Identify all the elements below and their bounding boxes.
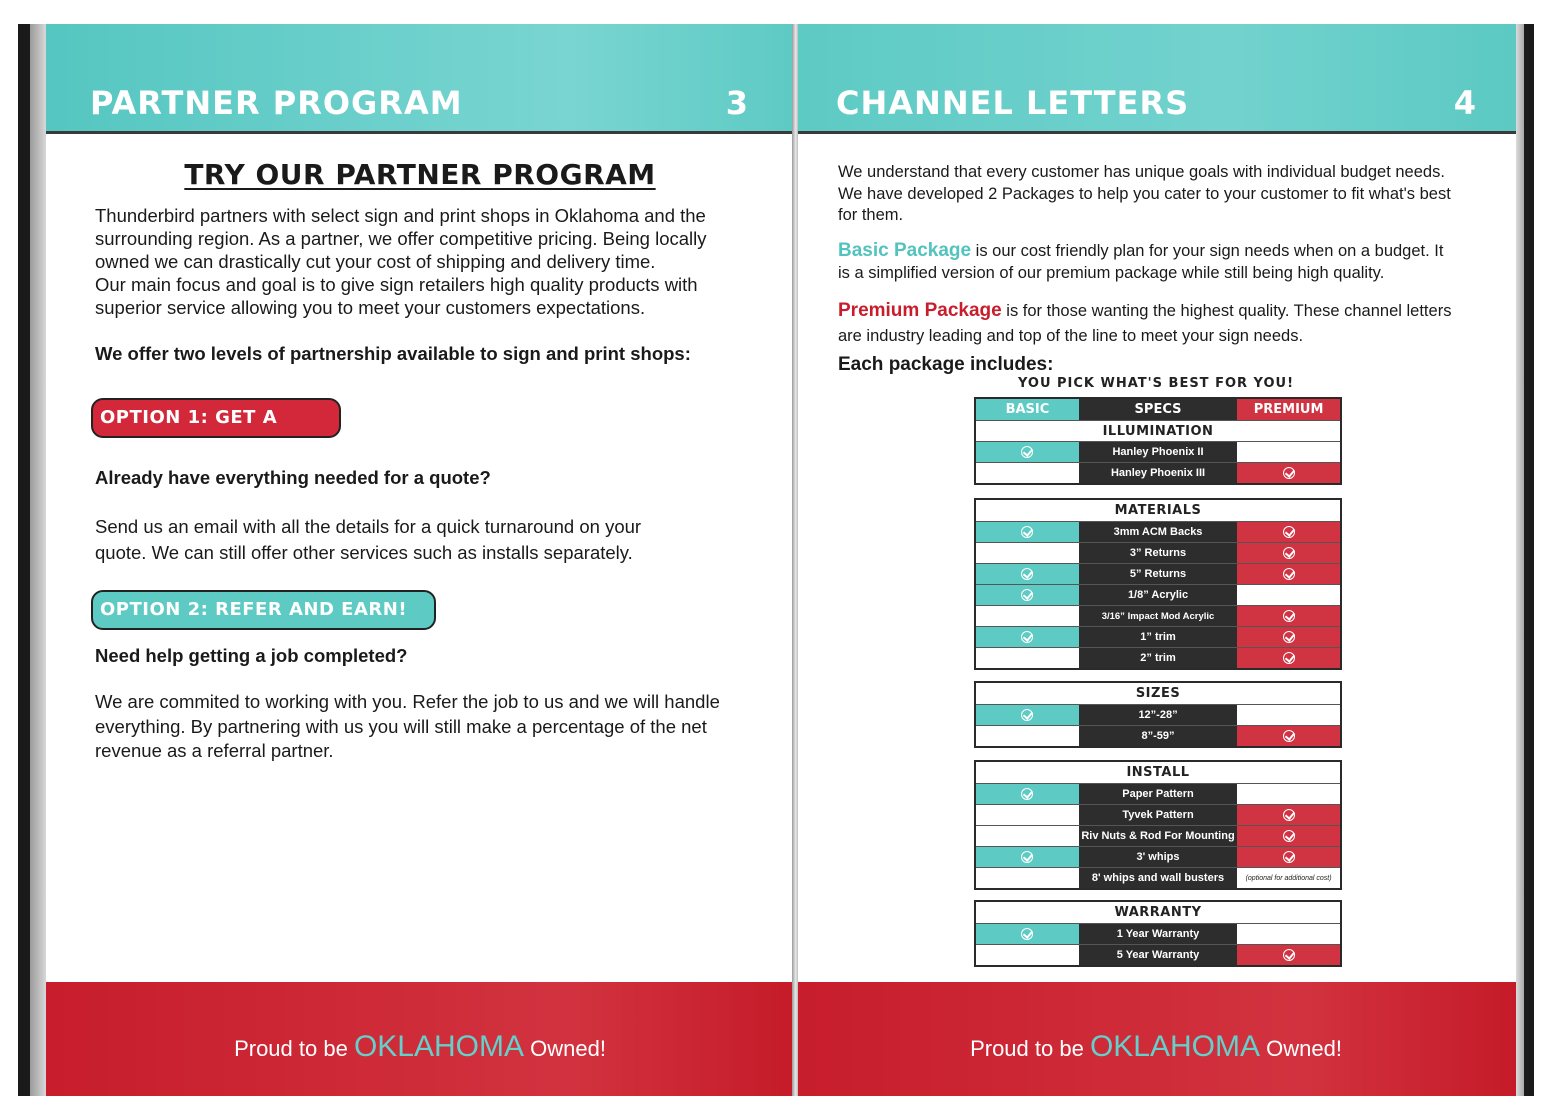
spec-cell: 3” Returns bbox=[1079, 543, 1237, 563]
table-row bbox=[976, 846, 1340, 867]
table-header-row bbox=[976, 399, 1340, 420]
basic-package-name: Basic Package bbox=[838, 240, 972, 261]
table-row bbox=[976, 521, 1340, 542]
table-row bbox=[976, 605, 1340, 626]
spec-cell: 5 Year Warranty bbox=[1079, 945, 1237, 965]
intro-line: We have developed 2 Packages to help you cater to your customer to fit what's best bbox=[838, 184, 1451, 203]
option1-paragraph bbox=[95, 514, 641, 566]
intro-line: We understand that every customer has unique goals with individual budget needs. bbox=[838, 163, 1445, 181]
premium-check-cell bbox=[1237, 543, 1340, 563]
section-title: ILLUMINATION bbox=[1102, 424, 1214, 439]
intro-line: superior service allowing you to meet your customers expectations. bbox=[95, 297, 646, 318]
table-row bbox=[976, 725, 1340, 746]
option2-line: revenue as a referral partner. bbox=[95, 740, 334, 761]
premium-check-cell bbox=[1237, 522, 1340, 542]
materials-table bbox=[974, 498, 1342, 670]
page-number: 4 bbox=[1453, 84, 1476, 122]
optional-note: (optional for additional cost) bbox=[1245, 874, 1332, 882]
illumination-table bbox=[974, 397, 1342, 485]
basic-check-cell bbox=[976, 585, 1079, 605]
premium-package-name: Premium Package bbox=[838, 300, 1002, 321]
footer-prefix: Proud to be bbox=[970, 1036, 1084, 1061]
levels-statement: We offer two levels of partnership available to sign and print shops: bbox=[95, 343, 691, 364]
option1-line: quote. We can still offer other services such as installs separately. bbox=[95, 542, 633, 563]
premium-check-cell bbox=[1237, 606, 1340, 626]
premium-check-cell bbox=[1237, 463, 1340, 483]
premium-check-cell bbox=[1237, 726, 1340, 746]
spec-cell: 3' whips bbox=[1079, 847, 1237, 867]
table-row bbox=[976, 825, 1340, 846]
option1-question: Already have everything needed for a quote? bbox=[95, 467, 491, 488]
intro-line: Our main focus and goal is to give sign retailers high quality products with bbox=[95, 274, 698, 295]
spec-cell: 3/16” Impact Mod Acrylic bbox=[1079, 606, 1237, 626]
table-row bbox=[976, 923, 1340, 944]
premium-cell bbox=[1237, 784, 1340, 804]
basic-cell bbox=[976, 805, 1079, 825]
table-row bbox=[976, 584, 1340, 605]
warranty-table bbox=[974, 900, 1342, 967]
check-icon bbox=[1283, 526, 1295, 538]
premium-cell bbox=[1237, 705, 1340, 725]
basic-cell bbox=[976, 463, 1079, 483]
basic-package-text: is our cost friendly plan for your sign needs when on a budget. It bbox=[971, 242, 1444, 260]
option2-line: everything. By partnering with us you will still make a percentage of the net bbox=[95, 715, 707, 737]
spec-cell: Paper Pattern bbox=[1079, 784, 1237, 804]
check-icon bbox=[1021, 928, 1033, 940]
spec-cell: 1 Year Warranty bbox=[1079, 924, 1237, 944]
spec-cell: 2” trim bbox=[1079, 648, 1237, 668]
specs-column-header: SPECS bbox=[1079, 399, 1237, 420]
section-heading bbox=[46, 158, 794, 191]
book-spine-left bbox=[18, 24, 30, 1096]
basic-column-header: BASIC bbox=[976, 399, 1079, 420]
check-icon bbox=[1283, 568, 1295, 580]
premium-cell bbox=[1237, 924, 1340, 944]
premium-package-text: is for those wanting the highest quality. These channel letters bbox=[1001, 302, 1452, 320]
intro-line: owned we can drastically cut your cost of shipping and delivery time. bbox=[95, 251, 656, 272]
premium-check-cell bbox=[1237, 847, 1340, 867]
spec-cell: 1/8” Acrylic bbox=[1079, 585, 1237, 605]
page-header bbox=[796, 24, 1516, 134]
section-title: MATERIALS bbox=[1114, 503, 1202, 518]
check-icon bbox=[1021, 709, 1033, 721]
book-gutter bbox=[792, 24, 798, 1096]
spec-cell: 1” trim bbox=[1079, 627, 1237, 647]
basic-cell bbox=[976, 543, 1079, 563]
check-icon bbox=[1021, 851, 1033, 863]
footer-suffix: Owned! bbox=[530, 1036, 606, 1061]
check-icon bbox=[1021, 631, 1033, 643]
install-table bbox=[974, 760, 1342, 890]
intro-paragraph bbox=[95, 204, 707, 319]
premium-check-cell bbox=[1237, 805, 1340, 825]
page-number: 3 bbox=[725, 84, 748, 122]
premium-cell bbox=[1237, 585, 1340, 605]
section-title: INSTALL bbox=[1126, 765, 1190, 780]
option2-badge: OPTION 2: REFER AND EARN! bbox=[91, 590, 436, 630]
basic-cell bbox=[976, 945, 1079, 965]
table-row bbox=[976, 441, 1340, 462]
heading-text: TRY OUR PARTNER PROGRAM bbox=[184, 158, 656, 191]
table-row bbox=[976, 626, 1340, 647]
basic-cell bbox=[976, 726, 1079, 746]
basic-check-cell bbox=[976, 924, 1079, 944]
spec-cell: 8”-59” bbox=[1079, 726, 1237, 746]
footer-state: OKLAHOMA bbox=[353, 1030, 524, 1063]
basic-cell bbox=[976, 606, 1079, 626]
spec-cell: 8' whips and wall busters bbox=[1079, 868, 1237, 888]
table-row bbox=[976, 783, 1340, 804]
intro-line: for them. bbox=[838, 206, 904, 224]
premium-column-header: PREMIUM bbox=[1237, 399, 1340, 420]
check-icon bbox=[1021, 568, 1033, 580]
basic-check-cell bbox=[976, 847, 1079, 867]
table-row bbox=[976, 563, 1340, 584]
page-footer bbox=[796, 982, 1516, 1096]
table-row bbox=[976, 804, 1340, 825]
table-row bbox=[976, 542, 1340, 563]
check-icon bbox=[1021, 526, 1033, 538]
basic-check-cell bbox=[976, 705, 1079, 725]
page-right bbox=[796, 24, 1516, 1096]
check-icon bbox=[1283, 851, 1295, 863]
pick-title: YOU PICK WHAT'S BEST FOR YOU! bbox=[1017, 376, 1295, 391]
check-icon bbox=[1283, 631, 1295, 643]
check-icon bbox=[1283, 610, 1295, 622]
spec-cell: 12”-28” bbox=[1079, 705, 1237, 725]
basic-check-cell bbox=[976, 627, 1079, 647]
page-left bbox=[46, 24, 794, 1096]
basic-check-cell bbox=[976, 522, 1079, 542]
premium-package-paragraph bbox=[838, 298, 1488, 349]
each-includes-label: Each package includes: bbox=[838, 354, 1054, 375]
table-row bbox=[976, 867, 1340, 888]
intro-line: Thunderbird partners with select sign and print shops in Oklahoma and the bbox=[95, 205, 706, 226]
check-icon bbox=[1021, 788, 1033, 800]
table-row bbox=[976, 704, 1340, 725]
basic-package-text: is a simplified version of our premium package while still being high quality. bbox=[838, 263, 1385, 282]
premium-check-cell bbox=[1237, 627, 1340, 647]
spec-cell: Hanley Phoenix III bbox=[1079, 463, 1237, 483]
option1-badge: OPTION 1: GET A QUOTE! bbox=[91, 398, 341, 438]
table-row bbox=[976, 647, 1340, 668]
spec-cell: 5” Returns bbox=[1079, 564, 1237, 584]
option1-line: Send us an email with all the details for a quick turnaround on your bbox=[95, 516, 642, 537]
page-title: PARTNER PROGRAM bbox=[90, 84, 463, 122]
footer-text bbox=[46, 1030, 794, 1064]
basic-cell bbox=[976, 826, 1079, 846]
intro-paragraph bbox=[838, 162, 1488, 227]
premium-check-cell bbox=[1237, 564, 1340, 584]
spec-cell: Riv Nuts & Rod For Mounting bbox=[1079, 826, 1237, 846]
section-title: WARRANTY bbox=[1114, 905, 1202, 920]
page-footer bbox=[46, 982, 794, 1096]
premium-check-cell bbox=[1237, 648, 1340, 668]
basic-check-cell bbox=[976, 784, 1079, 804]
check-icon bbox=[1283, 949, 1295, 961]
basic-check-cell bbox=[976, 442, 1079, 462]
footer-state: OKLAHOMA bbox=[1089, 1030, 1260, 1063]
option2-line: We are commited to working with you. Refer the job to us and we will handle bbox=[95, 691, 720, 712]
basic-cell bbox=[976, 648, 1079, 668]
basic-check-cell bbox=[976, 564, 1079, 584]
footer-suffix: Owned! bbox=[1266, 1036, 1342, 1061]
footer-text bbox=[796, 1030, 1516, 1064]
sizes-table bbox=[974, 681, 1342, 748]
section-title: SIZES bbox=[1135, 686, 1181, 701]
check-icon bbox=[1283, 652, 1295, 664]
table-row bbox=[976, 462, 1340, 483]
check-icon bbox=[1283, 830, 1295, 842]
spec-cell: 3mm ACM Backs bbox=[1079, 522, 1237, 542]
page-title: CHANNEL LETTERS bbox=[836, 84, 1190, 122]
check-icon bbox=[1283, 547, 1295, 559]
check-icon bbox=[1283, 809, 1295, 821]
page-edge-right bbox=[1516, 24, 1524, 1096]
check-icon bbox=[1283, 467, 1295, 479]
spec-cell: Tyvek Pattern bbox=[1079, 805, 1237, 825]
table-row bbox=[976, 944, 1340, 965]
premium-note-cell bbox=[1237, 868, 1340, 888]
check-icon bbox=[1021, 446, 1033, 458]
spec-cell: Hanley Phoenix II bbox=[1079, 442, 1237, 462]
premium-check-cell bbox=[1237, 826, 1340, 846]
check-icon bbox=[1283, 730, 1295, 742]
basic-package-paragraph bbox=[838, 240, 1488, 284]
option2-question: Need help getting a job completed? bbox=[95, 645, 408, 666]
premium-package-text: are industry leading and top of the line to meet your sign needs. bbox=[838, 327, 1304, 345]
premium-check-cell bbox=[1237, 945, 1340, 965]
premium-cell bbox=[1237, 442, 1340, 462]
basic-cell bbox=[976, 868, 1079, 888]
footer-prefix: Proud to be bbox=[234, 1036, 348, 1061]
page-header bbox=[46, 24, 794, 134]
intro-line: surrounding region. As a partner, we offer competitive pricing. Being locally bbox=[95, 228, 707, 249]
option2-paragraph bbox=[95, 690, 720, 764]
page-edge-left bbox=[30, 24, 46, 1096]
check-icon bbox=[1021, 589, 1033, 601]
